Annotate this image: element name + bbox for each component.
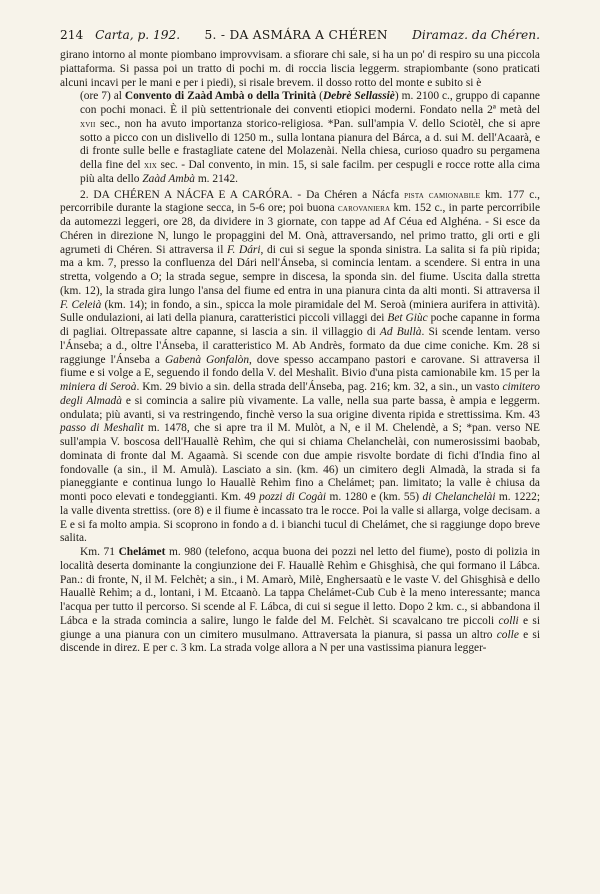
paragraph-convent: (ore 7) al Convento di Zaàd Ambà o della Trinità (Debrè Sellassiè) m. 2100 c., gruppo di capanne con pochi monaci. È il più settentrionale dei conventi etiopici moderni. Fondato nella 2ª metà del xvii sec., non ha avuto importanza storico-religiosa. *Pan. sull'ampia V. dello Sciotèl, che si apre sotto a picco con un dislivello di 1250 m., sulla lontana pianura del Bárca, a d. sui M. dell'Acaarà, e di fronte sulle belle e frastagliate catene del Molazenài. Nella chiesa, curioso quadro su pergamena della fine del xix sec. - Dal convento, in min. 15, si sale facilm. per cespugli e rocce rotte alla cima più alta dello Zaàd Ambà m. 2142. [80,90,540,185]
paragraph-ascent: girano intorno al monte piombano improvvisam. a sfiorare chi sale, si ha un po' di respiro su una piccola piattaforma. Si passa poi un tratto di pochi m. di roccia liscia leggerm. strapiombante (sono praticati alcuni incavi per le mani e per i piedi), si risale brevem. il dosso rotto del monte e subito si è [60,49,540,89]
convent-alt-name: Debrè Sellassiè [322,90,395,103]
page-number: 214 [60,28,84,42]
section-title: 5. - DA ASMÁRA A CHÉREN [204,28,388,42]
running-head [60,27,540,43]
guidebook-page [60,27,540,656]
chelamet-name: Chelámet [118,546,166,558]
route-heading: 2. DA CHÉREN A NÁCFA E A CARÓRA. [80,188,293,201]
map-reference: Carta, p. 192. [95,28,181,42]
peak-name: Zaàd Ambà [142,172,195,185]
branch-title: Diramaz. da Chéren. [412,28,540,42]
convent-name: Convento di Zaàd Ambà o della Trinità [124,90,317,103]
paragraph-route-nacfa: 2. DA CHÉREN A NÁCFA E A CARÓRA. - Da Chéren a Nácfa pista camionabile km. 177 c., percorribile durante la stagione secca, in 5-6 ore; poi buona carovaniera km. 152 c., in parte percorribile da automezzi leggeri, ore 28, da dividere in 3 giornate, con tappe ad Af Céua ed Alghéna. - Si esce da Chéren in direzione N, lungo le propaggini del M. Onà, attraversando, nel primo tratto, gli orti e gli agrumeti di Chéren. Si attraversa il F. Dári, di cui si segue la sponda sinistra. La salita si fa più ripida; ma a km. 7, presso la confluenza del Dári nell'Ánseba, si comincia lentam. a scendere. Si entra in una stretta, volgendo a O; la strada segue, sempre in discesa, la sponda sin. del fiume. Uscita dalla stretta (km. 12), la strada gira lungo l'ansa del fiume ed entra in una pianura cinta da alti monti. Si attraversa il F. Celeià (km. 14); in fondo, a sin., spicca la mole piramidale del M. Seroà (miniera aurifera in attività). Sulle ondulazioni, ai lati della pianura, caratteristici piccoli villaggi dei Bet Giùc poche capanne in forma di pagliai. Oltrepassate altre capanne, si lascia a sin. il villaggio di Ad Bullà. Si scende lentam. verso l'Ánseba; a d., oltre l'Ánseba, il caratteristico M. Ab Andrès, formato da due cime coniche. Km. 28 si raggiunge l'Ánseba a Gabenà Gonfalòn, dove spesso accampano pastori e carovane. Si attraversa il fiume e si volge a E, seguendo il fondo della V. del Meshalìt. Bivio d'una pista camionabile km. 15 per la miniera di Seroà. Km. 29 bivio a sin. della strada dell'Ánseba, pag. 216; km. 32, a sin., un vasto cimitero degli Almadà e si comincia a salire più vivamente. La valle, nella sua parte bassa, è ampia e leggerm. ondulata; più avanti, si va restringendo, finchè verso la sua origine diventa ripida e strettissima. Km. 43 passo di Meshalìt m. 1478, che si apre tra il M. Mulòt, a N, e il M. Chelendè, a S; *pan. verso NE sull'ampia V. boscosa dell'Hauallè Rehìm, che qui si chiama Chelanchelài, con numerosissimi baobab, dominata di fronte dal M. Agaamà. Si scende con due ampie risvolte bordate di fichi d'India fino al fondovalle (a sin., il M. Amulà). Lasciato a sin. (km. 46) un cimitero degli Almadà, la strada si fa pianeggiante e continua lungo lo Hauallè Rehìm fino a Chelámet; pan. limitato; la valle è chiusa da monti poco elevati e tondeggianti. Km. 49 pozzi di Cogài m. 1280 e (km. 55) di Chelanchelài m. 1222; la valle diventa strettiss. (ore 8) e il fiume è incassato tra le rocce. Poi la valle si allarga, volge decisam. a E e si fa molto ampia. Si scoprono in fondo a d. i bianchi tucul di Chelámet, che si raggiunge dopo breve salita. [60,188,541,545]
paragraph-chelamet: Km. 71 Chelámet m. 980 (telefono, acqua buona dei pozzi nel letto del fiume), posto di polizia in località deserta dominante la congiunzione dei F. Hauallè Rehìm e Ghisghisà, che qui formano il Lábca. Pan.: di fronte, N, il M. Felchèt; a sin., i M. Amarò, Milè, Enghersaatù e le vaste V. del Ghisghisà e dello Hauallè Rehìm; a d., lontani, i M. Etcaanò. La tappa Chelámet-Cub Cub è la meno interessante; manca l'acqua per tutto il percorso. Si scende al F. Lábca, di cui si segue il letto. Dopo 2 km. c., si abbandona il Lábca e la strada comincia a salire, lungo le falde del M. Felchèt. Si scavalcano tre piccoli colli e si giunge a una pianura con un cimitero musulmano. Attraversata la pianura, si passa un altro colle e si discende in direz. E per c. 3 km. La strada volge allora a N per una vastissima pianura legger- [60,546,540,655]
